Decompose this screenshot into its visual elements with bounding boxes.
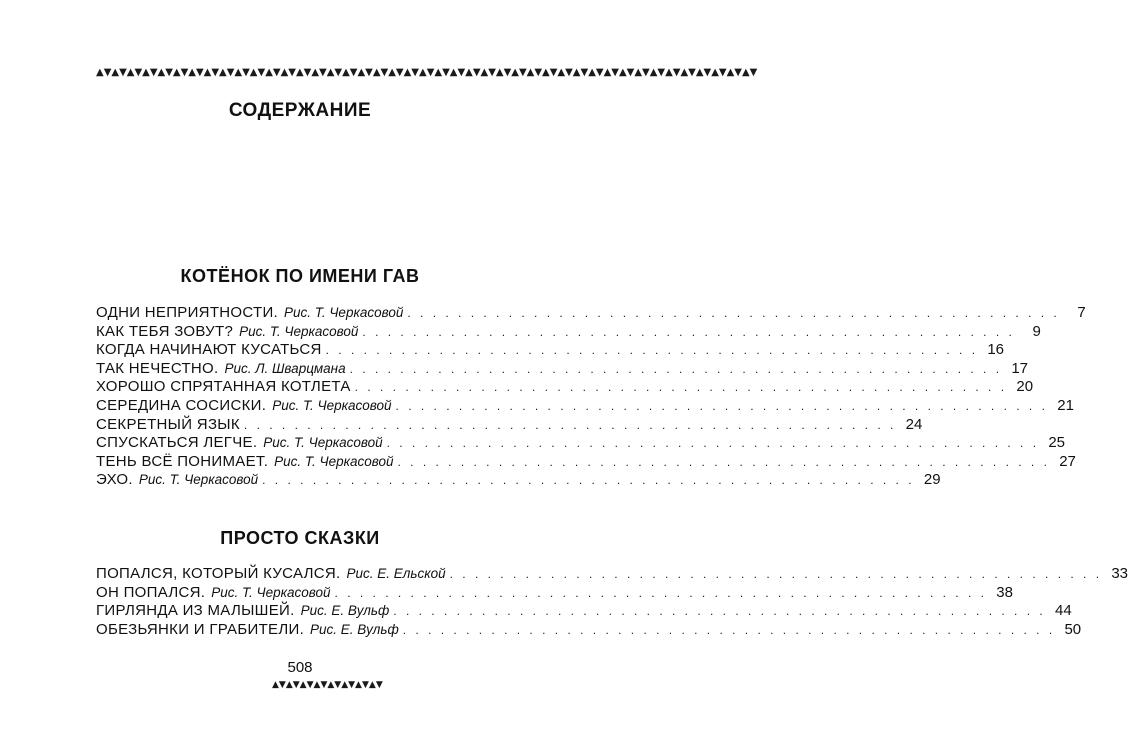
entry-credit: Рис. Т. Черкасовой (263, 435, 383, 451)
entry-page-number: 21 (1057, 396, 1074, 414)
entry-title: ПОПАЛСЯ, КОТОРЫЙ КУСАЛСЯ. (96, 565, 341, 582)
dot-leader (407, 304, 1059, 323)
entry-page-number: 44 (1055, 602, 1072, 620)
toc-entry[interactable] (96, 359, 1029, 379)
entry-credit: Рис. Т. Черкасовой (239, 323, 359, 339)
dot-leader (326, 341, 978, 360)
toc-entry[interactable] (96, 415, 923, 435)
toc-entry[interactable] (96, 341, 1005, 360)
entry-page-number: 16 (987, 341, 1005, 359)
toc-list (96, 565, 1128, 639)
dot-leader (335, 584, 987, 603)
entry-title: СЕРЕДИНА СОСИСКИ. (96, 396, 267, 414)
dot-leader (393, 602, 1045, 621)
entry-credit: Рис. Л. Шварцмана (224, 360, 346, 376)
entry-page-number: 17 (1011, 359, 1029, 377)
dot-leader (403, 621, 1055, 640)
entry-credit: Рис. Т. Черкасовой (272, 397, 392, 413)
entry-credit: Рис. Е. Ельской (346, 566, 446, 581)
dot-leader (398, 453, 1050, 472)
dot-leader (244, 416, 896, 435)
entry-credit: Рис. Т. Черкасовой (274, 453, 394, 469)
entry-page-number: 29 (923, 471, 941, 489)
dot-leader (387, 434, 1039, 453)
dot-leader (355, 378, 1007, 397)
page-number: 508 (287, 659, 313, 676)
dot-leader (262, 471, 914, 490)
toc-entry[interactable] (96, 602, 1072, 621)
dot-leader (350, 360, 1002, 379)
toc-entry[interactable] (96, 434, 1066, 453)
entry-title: СПУСКАТЬСЯ ЛЕГЧЕ. (96, 434, 258, 452)
entry-title: ХОРОШО СПРЯТАННАЯ КОТЛЕТА (96, 378, 351, 396)
entry-credit: Рис. Т. Черкасовой (211, 584, 331, 600)
entry-credit: Рис. Е. Вульф (300, 603, 390, 619)
entry-page-number: 25 (1048, 434, 1066, 452)
dot-leader (396, 397, 1048, 416)
entry-credit: Рис. Т. Черкасовой (138, 472, 259, 488)
dot-leader (450, 565, 1102, 584)
entry-title: КОГДА НАЧИНАЮТ КУСАТЬСЯ (96, 341, 322, 359)
entry-title: ОН ПОПАЛСЯ. (96, 583, 206, 601)
entry-title: СЕКРЕТНЫЙ ЯЗЫК (96, 415, 240, 433)
toc-entry[interactable] (96, 583, 1013, 603)
entry-page-number: 50 (1064, 620, 1082, 638)
toc-entry[interactable] (96, 304, 1086, 323)
bottom-ornament: ▲▼▲▼▲▼▲▼▲▼▲▼▲▼▲▼ (272, 680, 383, 690)
entry-page-number: 7 (1077, 304, 1086, 321)
entry-page-number: 20 (1016, 378, 1034, 396)
toc-entry[interactable] (96, 565, 1128, 584)
dot-leader (362, 323, 1014, 342)
entry-page-number: 27 (1059, 452, 1076, 470)
toc-entry[interactable] (96, 471, 941, 490)
section-title: ПРОСТО СКАЗКИ (220, 528, 380, 548)
entry-title: ТЕНЬ ВСЁ ПОНИМАЕТ. (96, 452, 269, 470)
toc-list (96, 304, 1086, 490)
entry-credit: Рис. Т. Черкасовой (284, 305, 404, 320)
entry-page-number: 24 (905, 415, 923, 433)
entry-title: ГИРЛЯНДА ИЗ МАЛЫШЕЙ. (96, 602, 295, 620)
entry-page-number: 9 (1032, 322, 1041, 340)
entry-title: КАК ТЕБЯ ЗОВУТ? (96, 322, 234, 340)
entry-title: ТАК НЕЧЕСТНО. (96, 359, 219, 377)
toc-entry[interactable] (96, 378, 1034, 397)
entry-page-number: 33 (1111, 565, 1128, 582)
top-ornament-border: ▲▼▲▼▲▼▲▼▲▼▲▼▲▼▲▼▲▼▲▼▲▼▲▼▲▼▲▼▲▼▲▼▲▼▲▼▲▼▲▼▲▼▲▼▲▼▲▼▲▼▲▼▲▼▲▼▲▼▲▼▲▼▲▼▲▼▲▼▲▼▲▼▲▼▲▼▲▼▲▼▲▼▲▼▲▼ (96, 67, 758, 78)
toc-entry[interactable] (96, 620, 1082, 640)
page-title: СОДЕРЖАНИЕ (228, 100, 372, 121)
toc-entry[interactable] (96, 452, 1076, 472)
toc-entry[interactable] (96, 396, 1074, 416)
entry-credit: Рис. Е. Вульф (310, 621, 399, 637)
entry-title: ОБЕЗЬЯНКИ И ГРАБИТЕЛИ. (96, 620, 305, 638)
entry-title: ОДНИ НЕПРИЯТНОСТИ. (96, 304, 279, 321)
entry-page-number: 38 (996, 583, 1013, 601)
section-title: КОТЁНОК ПО ИМЕНИ ГАВ (180, 266, 420, 286)
entry-title: ЭХО. (96, 471, 133, 489)
toc-entry[interactable] (96, 322, 1041, 342)
